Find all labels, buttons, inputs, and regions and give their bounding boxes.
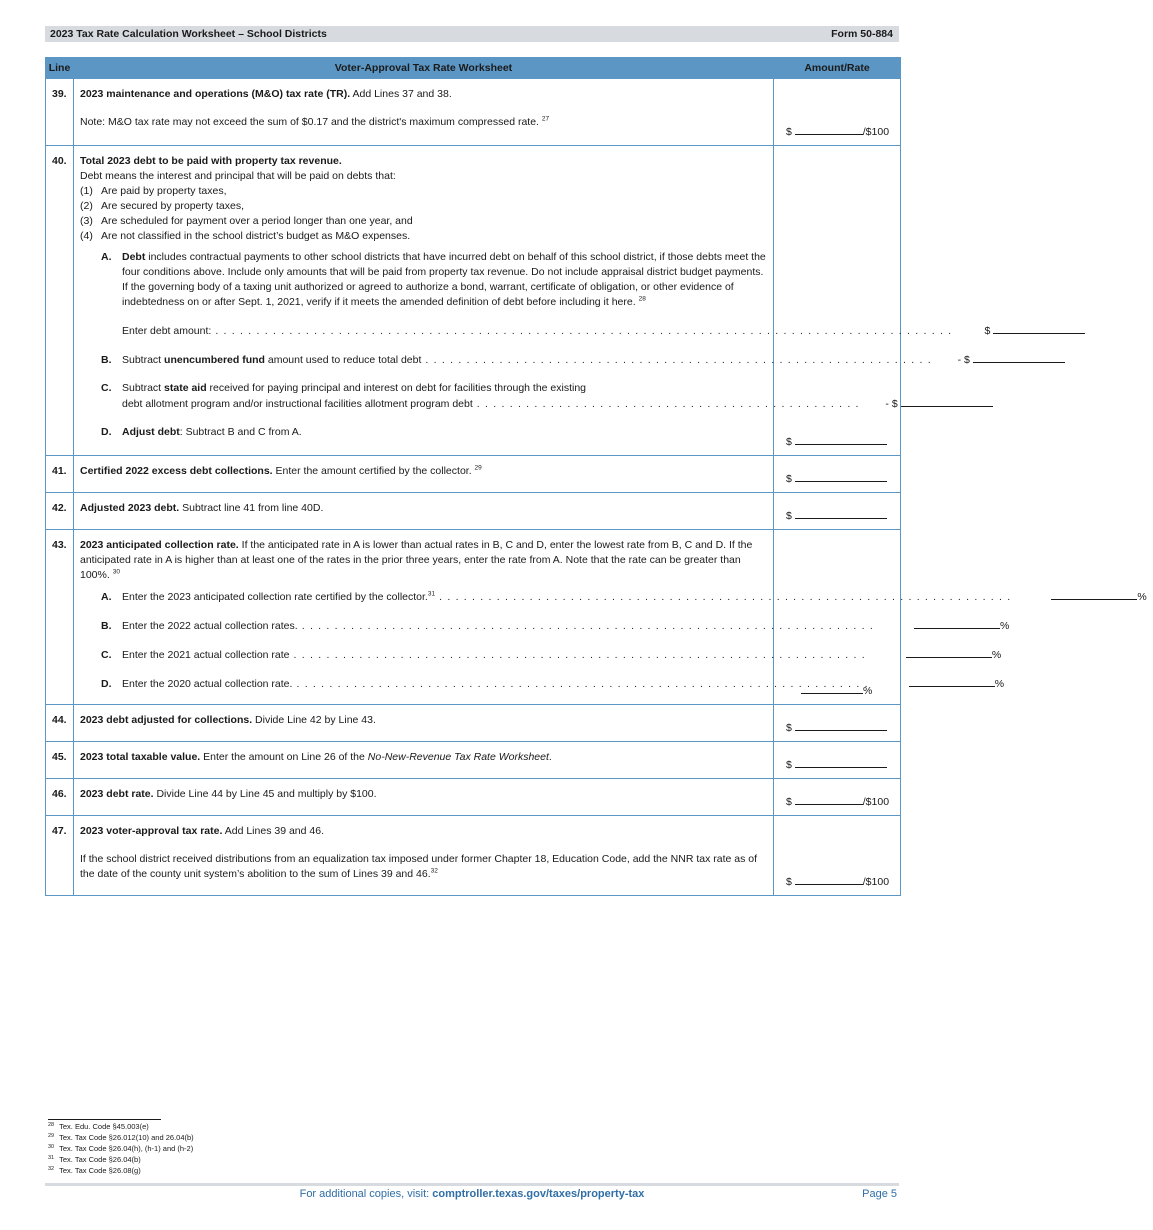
form-number: Form 50-884	[831, 28, 893, 40]
minus-dollar-sign: - $	[885, 398, 898, 410]
dot-leader: . . . . . . . . . . . . . . . . . . . . . . . . . . . . . . . . . . . . . . . . . . . . . . . . . . . . . . . . . . . . . . . . . . . . . .	[301, 620, 874, 632]
line-text: If the anticipated rate in A is lower than actual rates in B, C and D, enter the lowest rate from B, C and D. If the anticipated rate in A is higher than at least one of the rates in the prior three years, enter the rate from A. Note that the rate can be greater than 100%.	[80, 539, 753, 581]
line-text: .	[548, 751, 552, 763]
comptroller-link[interactable]: comptroller.texas.gov/taxes/property-tax	[432, 1188, 645, 1200]
rate-input-line[interactable]	[914, 618, 1000, 629]
debt-conditions-list	[80, 184, 767, 244]
line-number: 39.	[46, 79, 74, 146]
footnote-ref: 32	[430, 867, 438, 875]
line-number: 42.	[46, 493, 74, 530]
amount-input-line[interactable]	[795, 434, 887, 445]
footer-prefix: For additional copies, visit:	[299, 1188, 433, 1200]
line-number: 45.	[46, 742, 74, 779]
line-description	[74, 779, 774, 816]
collection-rate-item	[80, 618, 1010, 634]
sub-text: debt allotment program and/or instructional facilities allotment program debt	[122, 398, 473, 410]
line-text: Subtract line 41 from line 40D.	[179, 502, 324, 514]
condition-number: (3)	[80, 215, 93, 227]
footnote-item	[48, 1165, 194, 1176]
footnote-divider	[48, 1119, 161, 1120]
percent-sign: %	[991, 649, 1002, 661]
line-number: 46.	[46, 779, 74, 816]
rate-input-line[interactable]	[909, 676, 995, 687]
amount-input-line[interactable]	[795, 471, 887, 482]
line-title: 2023 total taxable value.	[80, 751, 201, 763]
sub-text: Subtract	[122, 382, 165, 394]
footnote-text: Tex. Edu. Code §45.003(e)	[59, 1122, 149, 1131]
line-39-row	[46, 79, 901, 146]
percent-sign: %	[1137, 591, 1147, 603]
dollar-sign: $	[984, 325, 991, 337]
worksheet-reference: No-New-Revenue Tax Rate Worksheet	[367, 751, 549, 763]
debt-condition-item	[80, 199, 767, 214]
line-46-row	[46, 779, 901, 816]
line-number: 43.	[46, 530, 74, 705]
dollar-sign: $	[786, 126, 792, 138]
line-title: Total 2023 debt to be paid with property tax revenue.	[80, 155, 342, 167]
dot-leader: . . . . . . . . . . . . . . . . . . . . . . . . . . . . . . . . . . . . . . . . . . . . . . . . . . . . . . . . . . . . . .	[425, 354, 932, 366]
debt-condition-item	[80, 184, 767, 199]
sub-text: Enter the 2021 actual collection rate	[122, 649, 290, 661]
debt-condition-item	[80, 229, 767, 244]
form-header-bar	[45, 26, 899, 42]
line-47-row	[46, 816, 901, 896]
line-text: Divide Line 42 by Line 43.	[252, 714, 376, 726]
amount-input-line[interactable]	[795, 874, 863, 885]
amount-cell	[774, 742, 901, 779]
line-text: Enter the amount certified by the collector.	[272, 465, 475, 477]
worksheet-title: 2023 Tax Rate Calculation Worksheet – School Districts	[50, 28, 327, 40]
sub-item-d	[101, 425, 767, 440]
footnote-text: Tex. Tax Code §26.04(b)	[59, 1155, 141, 1164]
footnote-text: Tex. Tax Code §26.04(h), (h-1) and (h-2)	[59, 1144, 194, 1153]
amount-input-line[interactable]	[795, 794, 863, 805]
dollar-sign: $	[786, 510, 792, 522]
line-description	[74, 456, 774, 493]
condition-number: (4)	[80, 230, 93, 242]
dollar-sign: $	[786, 796, 792, 808]
amount-cell	[774, 779, 901, 816]
rate-unit: /$100	[862, 796, 890, 808]
col-amount-header: Amount/Rate	[774, 58, 901, 79]
line-40-row	[46, 146, 901, 456]
footnotes	[48, 1119, 194, 1176]
dot-leader: . . . . . . . . . . . . . . . . . . . . . . . . . . . . . . . . . . . . . . . . . . . . . . .	[476, 398, 860, 410]
state-aid-line	[122, 396, 898, 412]
percent-sign: %	[1000, 620, 1010, 632]
footnote-number: 29	[48, 1132, 55, 1139]
sub-bold: unencumbered fund	[164, 354, 265, 366]
page-number: Page 5	[862, 1188, 897, 1200]
debt-condition-item	[80, 214, 767, 229]
line-description	[74, 816, 774, 896]
footnote-item	[48, 1121, 194, 1132]
sub-letter: A.	[101, 251, 112, 263]
dollar-sign: $	[786, 436, 792, 448]
line-description	[74, 742, 774, 779]
sub-letter: B.	[101, 620, 112, 632]
page-footer	[45, 1188, 899, 1204]
dollar-sign: $	[786, 473, 792, 485]
line-title: 2023 maintenance and operations (M&O) tax rate (TR).	[80, 88, 351, 100]
condition-number: (1)	[80, 185, 93, 197]
line-42-row	[46, 493, 901, 530]
unencumbered-fund-input-line[interactable]	[973, 352, 1065, 363]
line-number: 47.	[46, 816, 74, 896]
line-title: 2023 voter-approval tax rate.	[80, 825, 223, 837]
line-text: Enter the amount on Line 26 of the	[200, 751, 368, 763]
amount-cell	[774, 705, 901, 742]
collection-rate-item	[80, 676, 1005, 692]
enter-debt-amount	[122, 323, 991, 339]
col-title-header: Voter-Approval Tax Rate Worksheet	[74, 58, 774, 79]
line-description	[74, 79, 774, 146]
dot-leader: . . . . . . . . . . . . . . . . . . . . . . . . . . . . . . . . . . . . . . . . . . . . . . . . . . . . . . . . . . . . . . . . . . . . . . . . . . . . . . . . . . . . . . . . . .	[215, 325, 953, 337]
line-title: 2023 anticipated collection rate.	[80, 539, 239, 551]
line-number: 40.	[46, 146, 74, 456]
dollar-sign: $	[786, 876, 792, 888]
sub-letter: C.	[101, 649, 112, 661]
sub-text: includes contractual payments to other school districts that have incurred debt on behalf of this school district, if those debts meet the four conditions above. Include only amounts that will be paid from property tax revenue. Do not include appraisal district budget payments. If the governing body of a taxing unit authorized or agreed to authorize a bond, warrant, certificate of obligation, or other evidence of indebtedness on or after Sept. 1, 2021, verify if it meets the amended definition of debt before including it here.	[122, 251, 766, 308]
amount-input-line[interactable]	[795, 124, 863, 135]
amount-input-line[interactable]	[795, 508, 887, 519]
footnote-item	[48, 1143, 194, 1154]
sub-text: Enter the 2022 actual collection rates.	[122, 620, 298, 632]
footnote-item	[48, 1154, 194, 1165]
worksheet-table	[45, 57, 1147, 896]
condition-text: Are not classified in the school district’s budget as M&O expenses.	[101, 230, 411, 242]
line-text: Divide Line 44 by Line 45 and multiply by $100.	[153, 788, 377, 800]
sub-letter: B.	[101, 354, 112, 366]
line-text: Add Lines 37 and 38.	[350, 88, 452, 100]
line-44-row	[46, 705, 901, 742]
footnote-ref: 28	[638, 295, 646, 303]
sub-bold: state aid	[164, 382, 207, 394]
debt-amount-input-line[interactable]	[993, 323, 1085, 334]
collection-rate-item	[80, 647, 1002, 663]
amount-input-line[interactable]	[795, 757, 887, 768]
amount-cell	[774, 456, 901, 493]
line-description	[74, 705, 774, 742]
footnote-ref: 30	[112, 568, 120, 576]
footer-divider	[45, 1183, 899, 1186]
sub-letter: D.	[101, 678, 112, 690]
footnote-text: Tex. Tax Code §26.08(g)	[59, 1166, 141, 1175]
line-43-row	[46, 530, 901, 705]
footnote-number: 30	[48, 1143, 55, 1150]
rate-input-line[interactable]	[1051, 589, 1137, 600]
footnote-ref: 29	[474, 464, 482, 472]
footnote-text: Tex. Tax Code §26.012(10) and 26.04(b)	[59, 1133, 194, 1142]
dot-leader: . . . . . . . . . . . . . . . . . . . . . . . . . . . . . . . . . . . . . . . . . . . . . . . . . . . . . . . . . . . . . . . . . . . . . .	[439, 591, 1012, 603]
line-title: 2023 debt adjusted for collections.	[80, 714, 253, 726]
sub-text: : Subtract B and C from A.	[179, 426, 302, 438]
amount-cell	[774, 79, 901, 146]
line-title: 2023 debt rate.	[80, 788, 154, 800]
sub-bold: Debt	[122, 251, 146, 263]
condition-number: (2)	[80, 200, 93, 212]
footnote-ref: 31	[427, 590, 436, 598]
collection-rates-list	[80, 583, 1147, 692]
percent-sign: %	[863, 685, 873, 697]
sub-letter: C.	[101, 382, 112, 394]
minus-dollar-sign: - $	[957, 354, 970, 366]
table-header-row	[46, 58, 901, 79]
line-note: If the school district received distributions from an equalization tax imposed under former Chapter 18, Education Code, add the NNR tax rate as of the date of the county unit system’s abolition to the sum of Lines 39 and 46.	[80, 853, 758, 880]
dollar-sign: $	[786, 722, 792, 734]
line-description	[74, 530, 1147, 705]
sub-text: amount used to reduce total debt	[264, 354, 422, 366]
amount-input-line[interactable]	[795, 720, 887, 731]
rate-unit: /$100	[862, 126, 890, 138]
footnote-ref: 27	[541, 115, 550, 123]
footnote-number: 28	[48, 1121, 55, 1128]
rate-unit: /$100	[862, 876, 890, 888]
sub-text: Subtract	[122, 354, 165, 366]
collection-rate-item	[80, 589, 1147, 605]
state-aid-input-line[interactable]	[901, 396, 993, 407]
col-line-header: Line	[46, 58, 74, 79]
footnote-number: 31	[48, 1154, 55, 1161]
sub-letter: A.	[101, 591, 112, 603]
sub-bold: Adjust debt	[122, 426, 180, 438]
dot-leader: . . . . . . . . . . . . . . . . . . . . . . . . . . . . . . . . . . . . . . . . . . . . . . . . . . . . . . . . . . . . . . . . . . . . . .	[296, 678, 869, 690]
dollar-sign: $	[786, 759, 792, 771]
line-45-row	[46, 742, 901, 779]
line-text: Add Lines 39 and 46.	[222, 825, 324, 837]
line-title: Certified 2022 excess debt collections.	[80, 465, 273, 477]
debt-intro: Debt means the interest and principal that will be paid on debts that:	[80, 170, 396, 182]
line-title: Adjusted 2023 debt.	[80, 502, 180, 514]
condition-text: Are paid by property taxes,	[101, 185, 227, 197]
sub-item-c	[101, 381, 767, 396]
condition-text: Are scheduled for payment over a period longer than one year, and	[101, 215, 413, 227]
sub-letter: D.	[101, 426, 112, 438]
line-description	[74, 146, 991, 456]
dot-leader: . . . . . . . . . . . . . . . . . . . . . . . . . . . . . . . . . . . . . . . . . . . . . . . . . . . . . . . . . . . . . . . . . . . . . .	[293, 649, 866, 661]
line-number: 41.	[46, 456, 74, 493]
sub-item-a	[101, 250, 767, 310]
amount-cell	[774, 493, 901, 530]
condition-text: Are secured by property taxes,	[101, 200, 244, 212]
sub-text: Enter debt amount:	[122, 325, 212, 337]
sub-text: Enter the 2023 anticipated collection rate certified by the collector.	[122, 591, 428, 603]
line-number: 44.	[46, 705, 74, 742]
footnote-item	[48, 1132, 194, 1143]
sub-text: received for paying principal and interest on debt for facilities through the existing	[206, 382, 587, 394]
footnote-number: 32	[48, 1165, 55, 1172]
line-41-row	[46, 456, 901, 493]
line-description	[74, 493, 774, 530]
sub-item-b	[80, 352, 970, 368]
percent-sign: %	[994, 678, 1005, 690]
amount-cell	[774, 816, 901, 896]
line-note: Note: M&O tax rate may not exceed the sum of $0.17 and the district's maximum compressed rate.	[80, 116, 542, 128]
footer-copies-text	[45, 1188, 899, 1200]
rate-input-line[interactable]	[906, 647, 992, 658]
sub-text: Enter the 2020 actual collection rate.	[122, 678, 293, 690]
